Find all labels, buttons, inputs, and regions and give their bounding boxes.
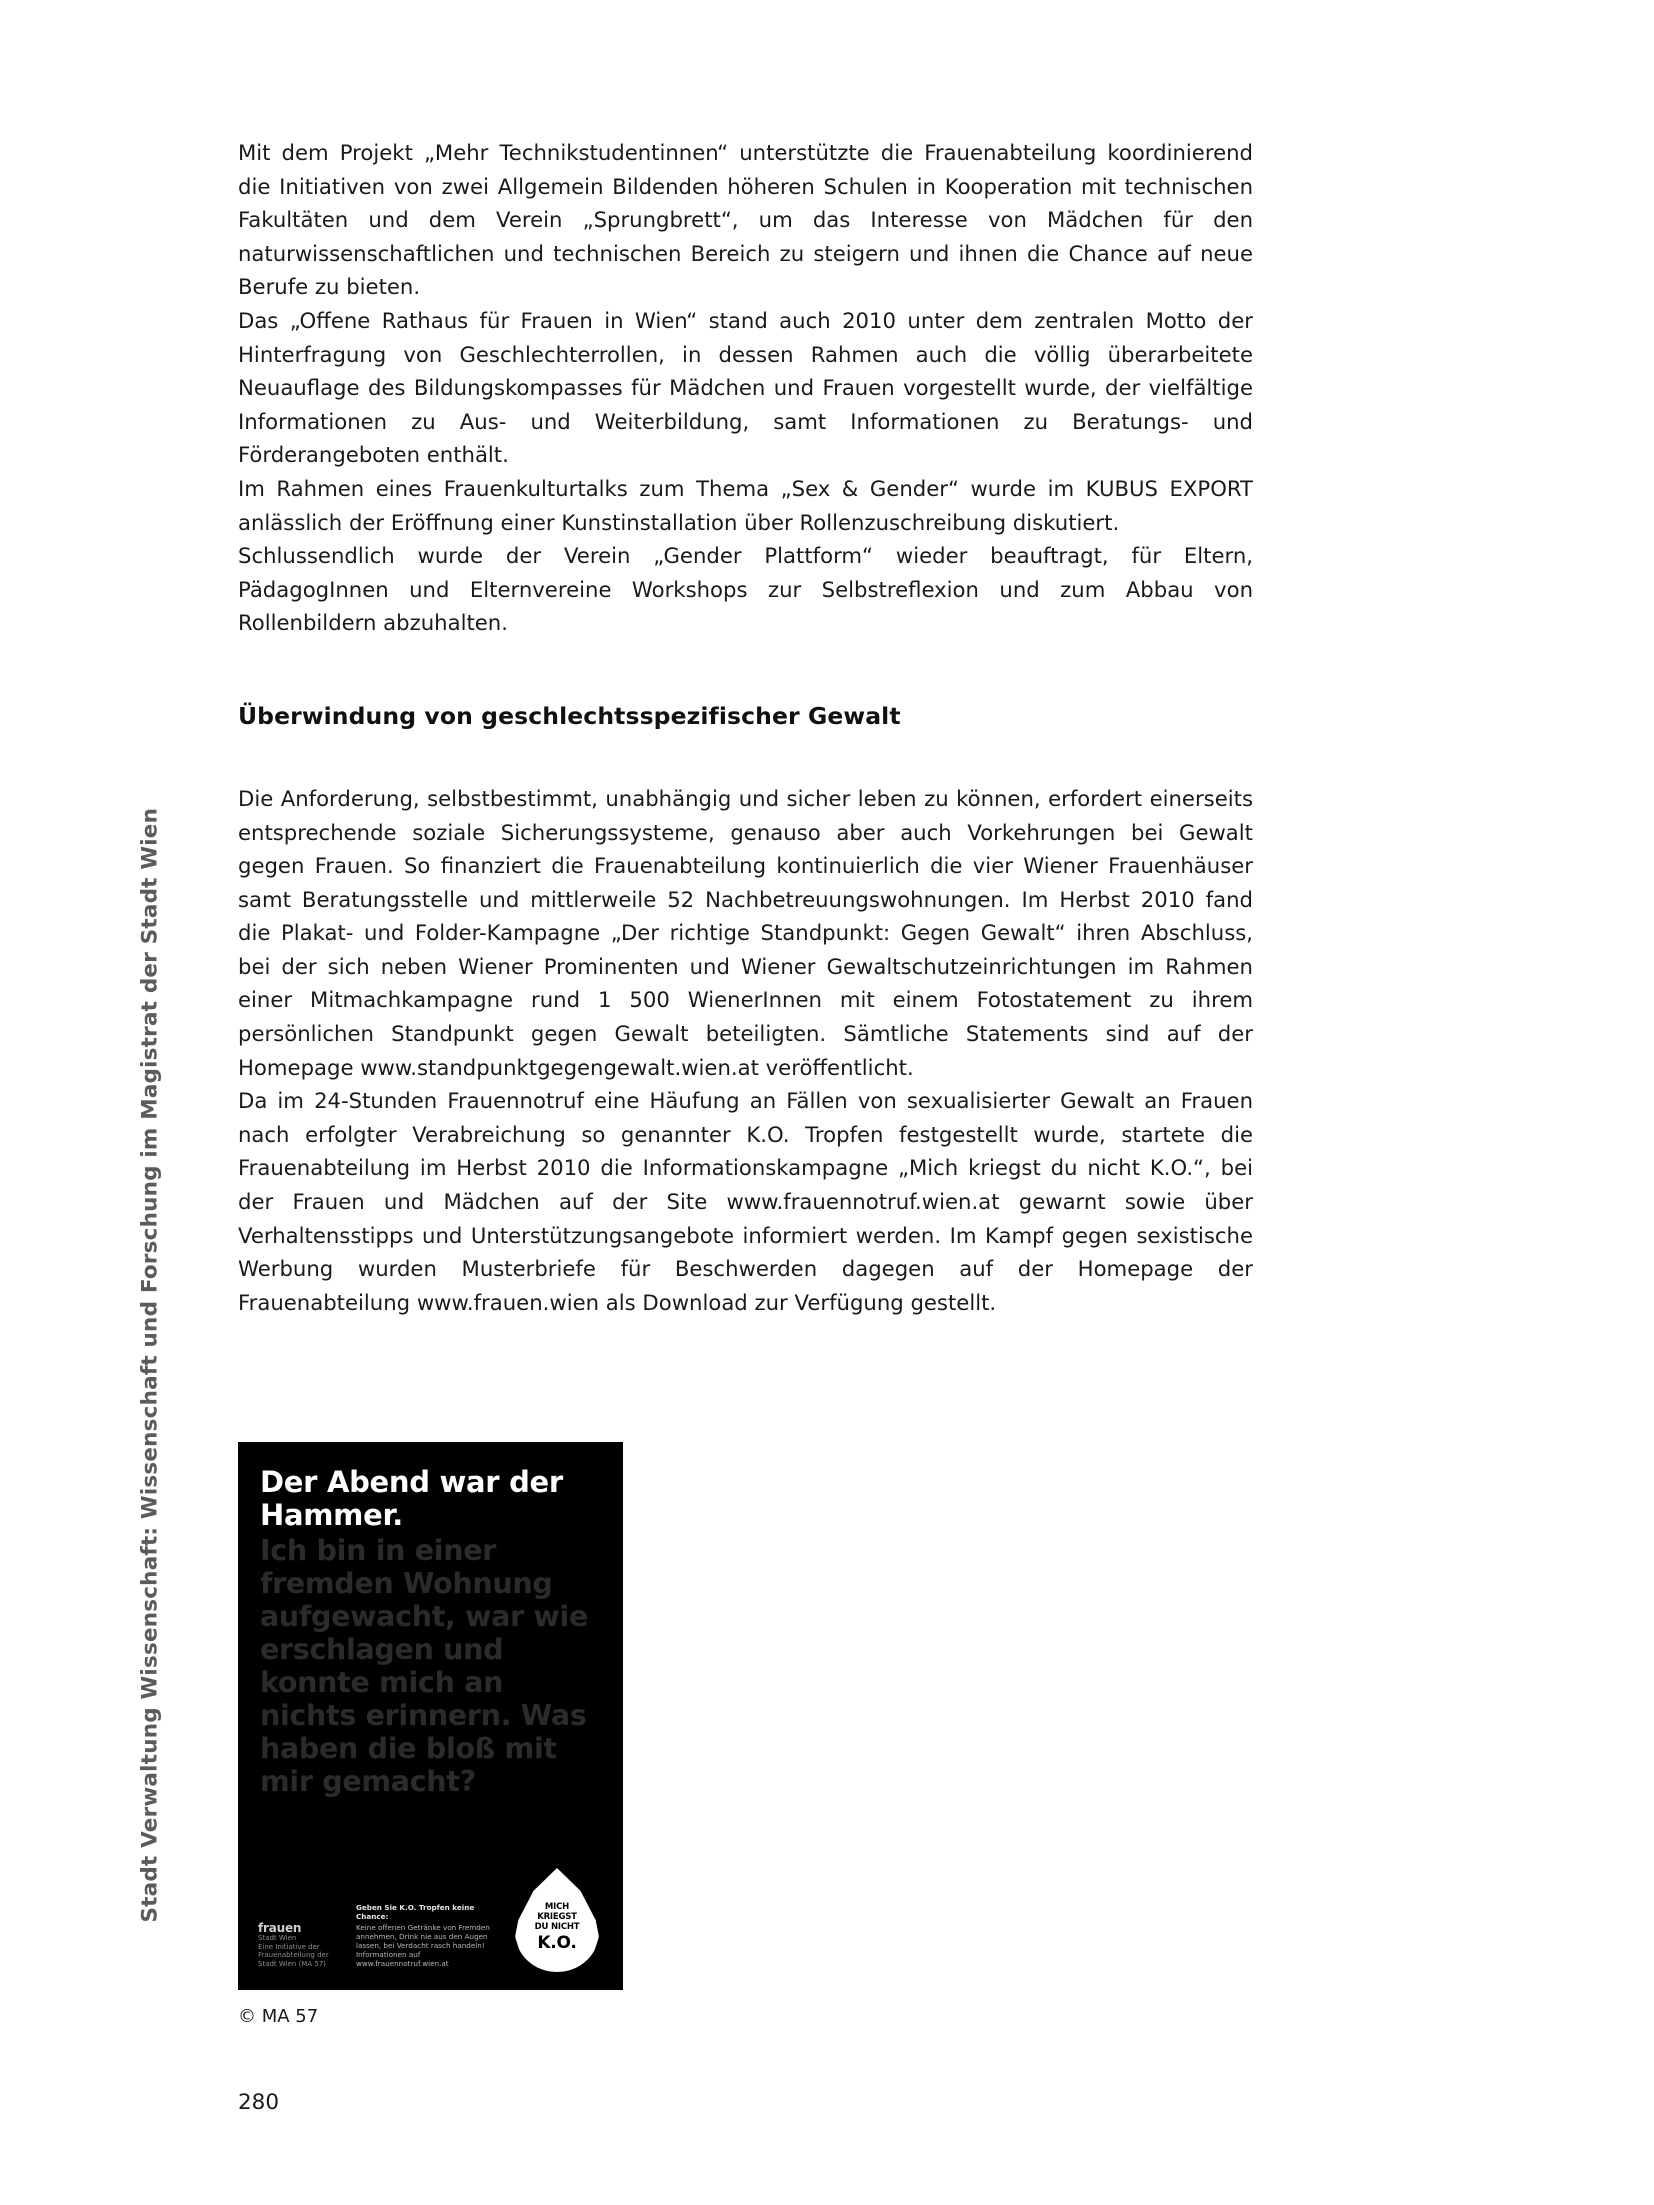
side-running-head-text: Stadt Verwaltung Wissenschaft: Wissenschaft und Forschung im Magistrat der Stadt Wien: [137, 807, 163, 1923]
poster-headline: Der Abend war der Hammer.: [260, 1465, 563, 1532]
paragraph-4: Schlussendlich wurde der Verein „Gender Plattform“ wieder beauftragt, für Eltern, PädagogInnen und Elternvereine Workshops zur Selbstreflexion und zum Abbau von Rollenbildern abzuhalten.: [238, 543, 1253, 636]
droplet-line-1: MICH: [544, 1902, 570, 1912]
image-credit: © MA 57: [238, 2006, 319, 2027]
main-text-column: [238, 136, 1253, 1319]
poster-figure: [238, 1442, 623, 2027]
side-running-head: [0, 0, 163, 2205]
poster-logo-sub: Stadt Wien: [258, 1934, 297, 1942]
droplet-line-4: K.O.: [537, 1933, 577, 1953]
droplet-icon: [515, 1868, 599, 1972]
spacer-before-heading: [238, 640, 1253, 702]
campaign-poster-image: [238, 1442, 623, 1990]
poster-small-print-body: Keine offenen Getränke von Fremden annehmen, Drink nie aus den Augen lassen, bei Verdacht rasch handeln! Informationen auf www.frauennotruf.wien.at: [356, 1923, 490, 1968]
poster-body-text: Ich bin in einer fremden Wohnung aufgewacht, war wie erschlagen und konnte mich an nichts erinnern. Was haben die bloß mit mir gemacht?: [260, 1534, 589, 1798]
poster-small-print-headline: Geben Sie K.O. Tropfen keine Chance:: [356, 1903, 475, 1921]
page-number: 280: [238, 2090, 280, 2115]
droplet-line-3: DU NICHT: [534, 1922, 580, 1932]
poster-logo: [258, 1920, 338, 1969]
droplet-text: [515, 1902, 599, 1953]
paragraph-3: Im Rahmen eines Frauenkulturtalks zum Thema „Sex & Gender“ wurde im KUBUS EXPORT anlässlich der Eröffnung einer Kunstinstallation über Rollenzuschreibung diskutiert.: [238, 475, 1253, 535]
paragraph-6: Da im 24-Stunden Frauennotruf eine Häufung an Fällen von sexualisierter Gewalt an Frauen nach erfolgter Verabreichung so genannter K.O. Tropfen festgestellt wurde, startete die Frauenabteilung im Herbst 2010 die Informationskampagne „Mich kriegst du nicht K.O.“, bei der Frauen und Mädchen auf der Site www.frauennotruf.wien.at gewarnt sowie über Verhaltensstipps und Unterstützungsangebote informiert werden. Im Kampf gegen sexistische Werbung wurden Musterbriefe für Beschwerden dagegen auf der Homepage der Frauenabteilung www.frauen.wien als Download zur Verfügung gestellt.: [238, 1088, 1253, 1315]
paragraph-1: Mit dem Projekt „Mehr Technikstudentinnen“ unterstützte die Frauenabteilung koordinierend die Initiativen von zwei Allgemein Bildenden höheren Schulen in Kooperation mit technischen Fakultäten und dem Verein „Sprungbrett“, um das Interesse von Mädchen für den naturwissenschaftlichen und technischen Bereich zu steigern und ihnen die Chance auf neue Berufe zu bieten.: [238, 140, 1253, 300]
poster-logo-brand: frauen: [258, 1920, 302, 1935]
spacer-after-heading: [238, 730, 1253, 782]
poster-logo-caption: Eine Initiative der Frauenabteilung der Stadt Wien (MA 57): [258, 1942, 329, 1968]
section-heading: Überwindung von geschlechtsspezifischer Gewalt: [238, 701, 901, 730]
paragraph-2: Das „Offene Rathaus für Frauen in Wien“ stand auch 2010 unter dem zentralen Motto der Hinterfragung von Geschlechterrollen, in dessen Rahmen auch die völlig überarbeitete Neuauflage des Bildungskompasses für Mädchen und Frauen vorgestellt wurde, der vielfältige Informationen zu Aus- und Weiterbildung, samt Informationen zu Beratungs- und Förderangeboten enthält.: [238, 307, 1253, 468]
poster-small-print: [356, 1903, 506, 1968]
paragraph-5: Die Anforderung, selbstbestimmt, unabhängig und sicher leben zu können, erfordert einerseits entsprechende soziale Sicherungssysteme, genauso aber auch Vorkehrungen bei Gewalt gegen Frauen. So finanziert die Frauenabteilung kontinuierlich die vier Wiener Frauenhäuser samt Beratungsstelle und mittlerweile 52 Nachbetreuungswohnungen. Im Herbst 2010 fand die Plakat- und Folder-Kampagne „Der richtige Standpunkt: Gegen Gewalt“ ihren Abschluss, bei der sich neben Wiener Prominenten und Wiener Gewaltschutzeinrichtungen im Rahmen einer Mitmachkampagne rund 1 500 WienerInnen mit einem Fotostatement zu ihrem persönlichen Standpunkt gegen Gewalt beteiligten. Sämtliche Statements sind auf der Homepage www.standpunktgegengewalt.wien.at veröffentlicht.: [238, 785, 1253, 1080]
droplet-line-2: KRIEGST: [537, 1912, 577, 1922]
